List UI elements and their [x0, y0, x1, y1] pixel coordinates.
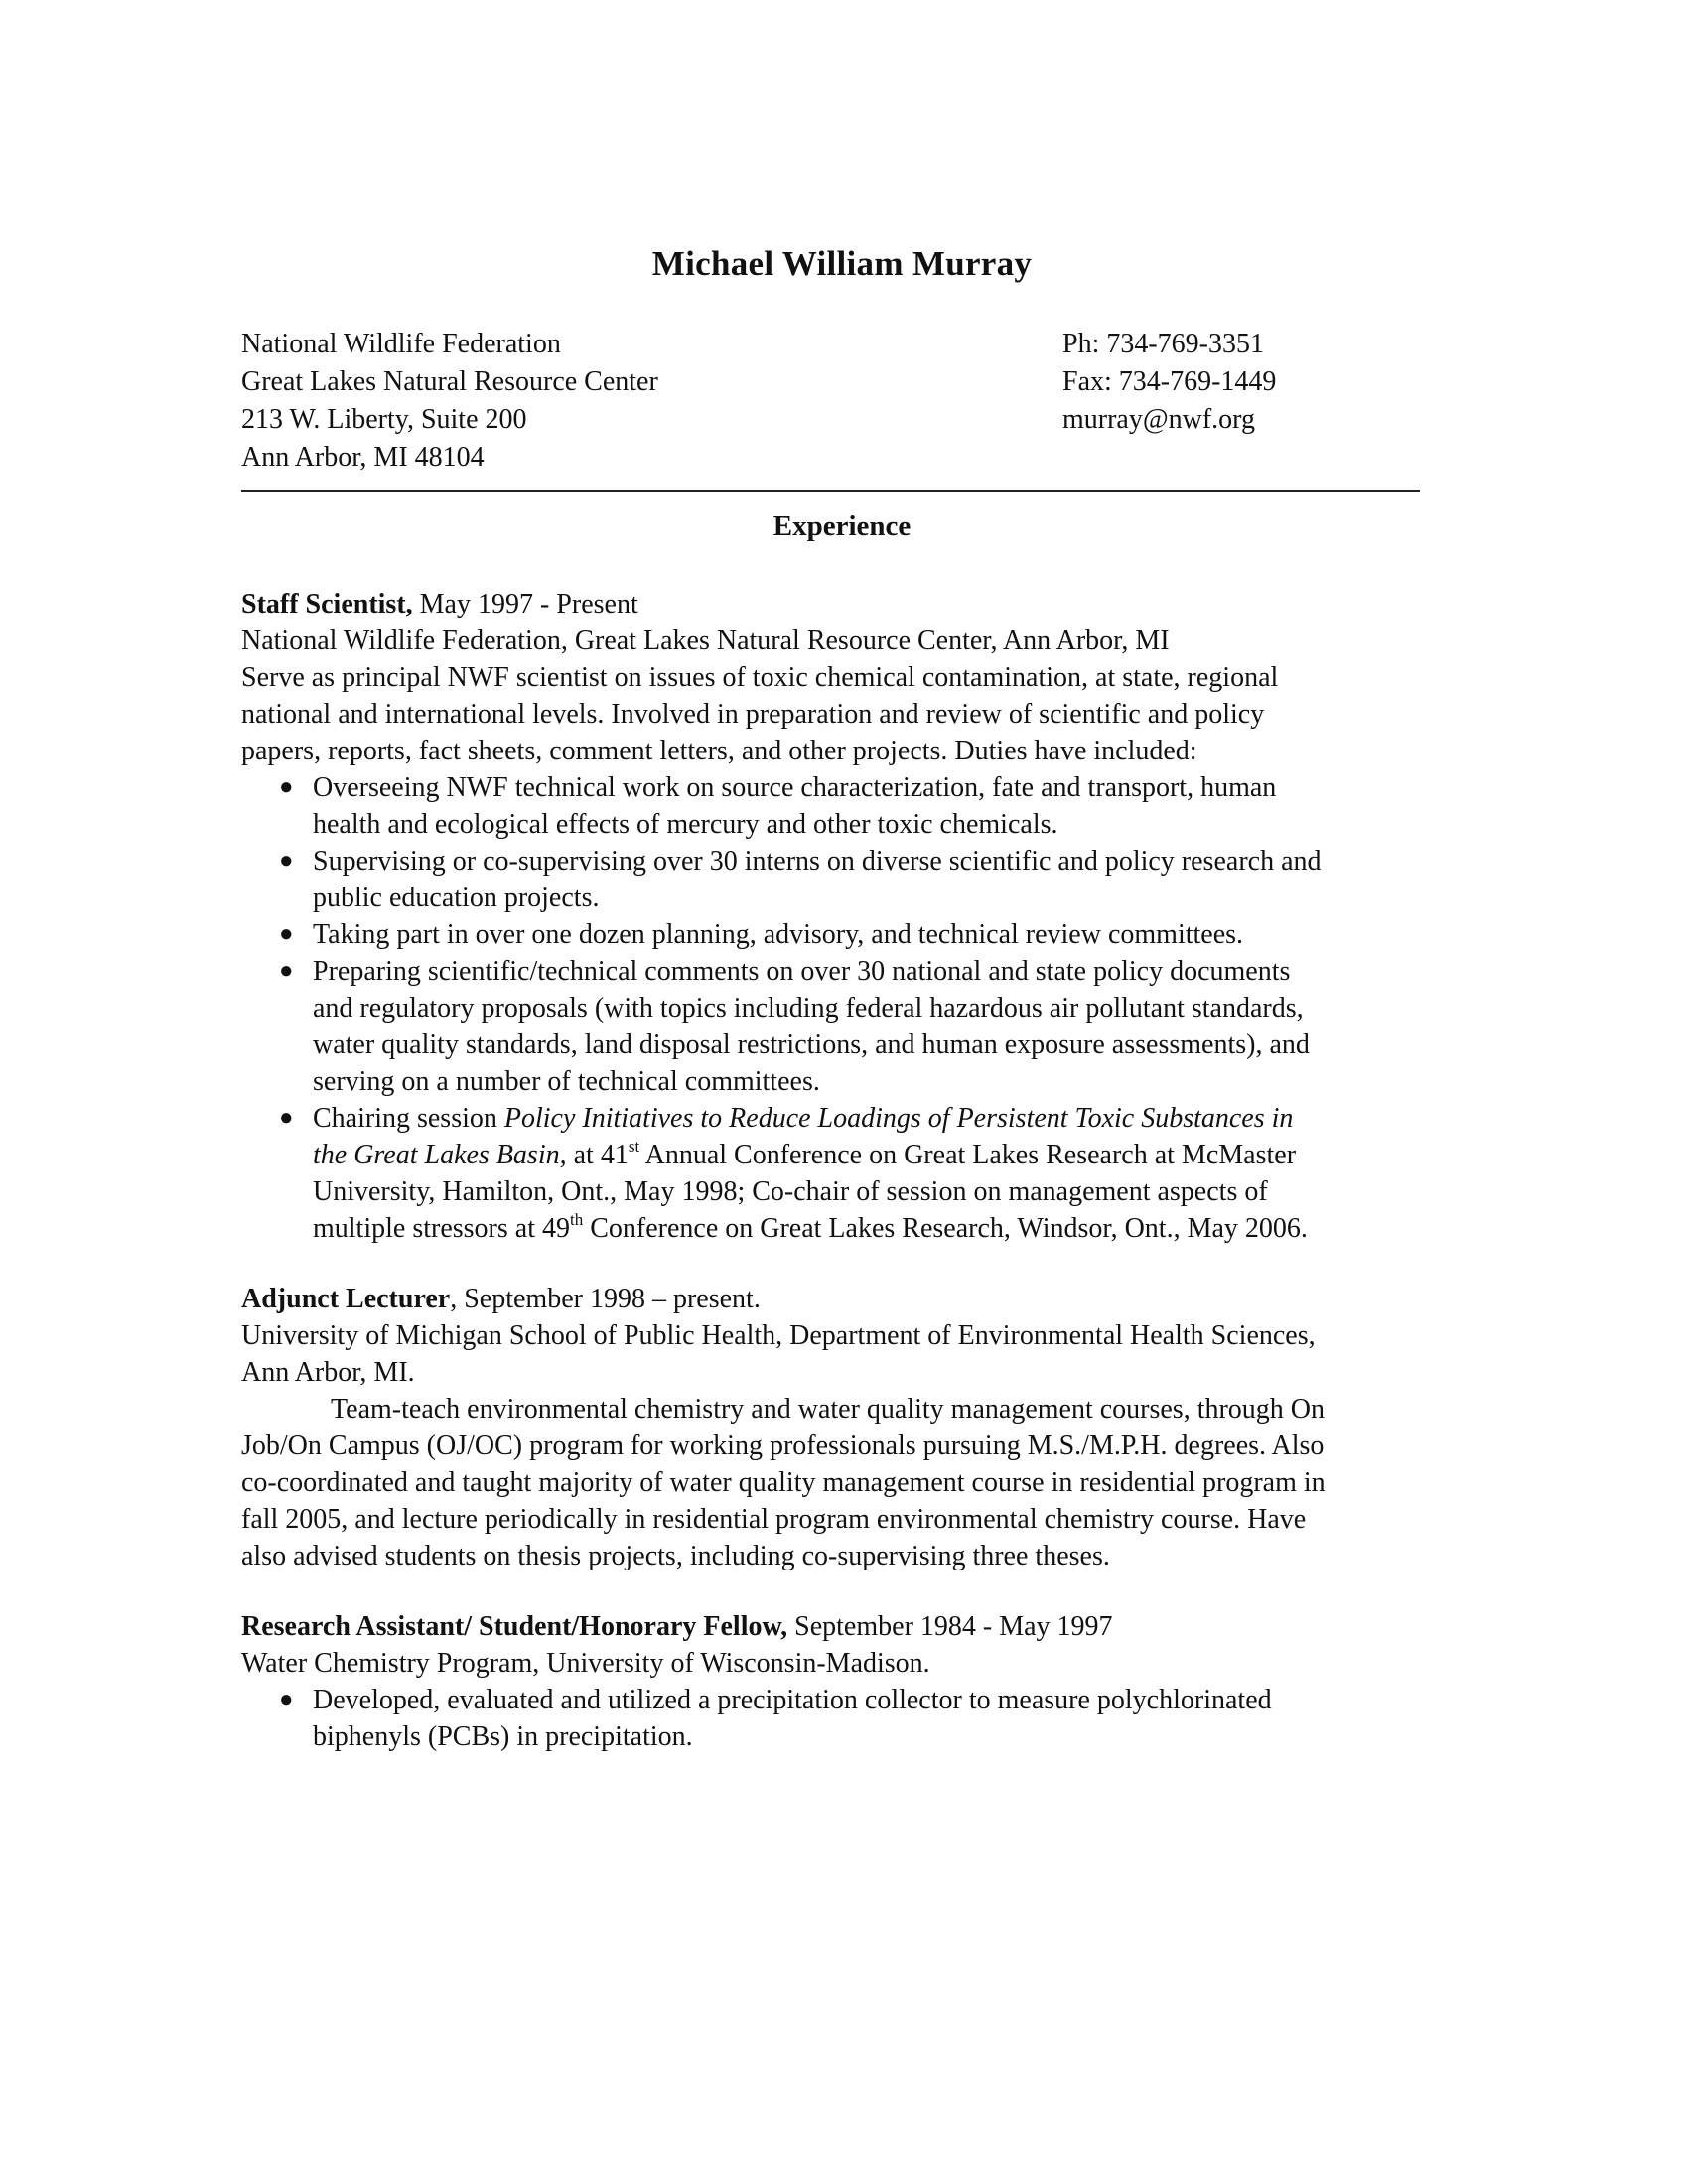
contact-phone-block [1062, 326, 1276, 439]
ordinal-superscript: th [569, 1209, 584, 1229]
fax-number: Fax: 734-769-1449 [1062, 366, 1277, 397]
list-item-line: University, Hamilton, Ont., May 1998; Co-chair of session on management aspects of [313, 1176, 1268, 1207]
list-item-line: biphenyls (PCBs) in precipitation. [313, 1721, 693, 1752]
bullet-icon: ● [279, 1105, 294, 1131]
job-title: Research Assistant/ Student/Honorary Fellow, [241, 1611, 788, 1642]
bullet-icon: ● [279, 1687, 294, 1712]
job-title: Staff Scientist, [241, 589, 413, 619]
bullet-icon: ● [279, 921, 294, 947]
ordinal-superscript: st [628, 1136, 640, 1156]
job-dates: September 1984 - May 1997 [787, 1611, 1113, 1642]
address-line: Great Lakes Natural Resource Center [241, 366, 658, 397]
section-title-experience: Experience [772, 510, 912, 542]
job-description-line: Serve as principal NWF scientist on issues of toxic chemical contamination, at state, regional [241, 662, 1279, 693]
contact-address-block [241, 326, 658, 477]
job-heading [241, 586, 1423, 622]
job-title: Adjunct Lecturer [241, 1284, 451, 1314]
phone-number: Ph: 734-769-3351 [1062, 329, 1264, 359]
job-heading [241, 1281, 1423, 1317]
list-item-line: public education projects. [313, 883, 600, 913]
list-item [241, 916, 1423, 953]
job-staff-scientist [241, 586, 1423, 1247]
list-item-line: Preparing scientific/technical comments on over 30 national and state policy documents [313, 956, 1291, 987]
session-title-italic: Policy Initiatives to Reduce Loadings of Persistent Toxic Substances in [503, 1103, 1294, 1134]
bullet-icon: ● [279, 958, 294, 984]
chair-lead-text: Chairing session [313, 1103, 504, 1134]
list-item [241, 843, 1423, 916]
job-description-line: also advised students on thesis projects, including co-supervising three theses. [241, 1541, 1110, 1571]
list-item-line [313, 1210, 1423, 1247]
job-organization: University of Michigan School of Public Health, Department of Environmental Health Sciences, [241, 1320, 1316, 1351]
list-item-line: Taking part in over one dozen planning, advisory, and technical review committees. [313, 919, 1244, 950]
job-organization: National Wildlife Federation, Great Lakes Natural Resource Center, Ann Arbor, MI [241, 625, 1170, 656]
job-organization: Water Chemistry Program, University of Wisconsin-Madison. [241, 1648, 930, 1679]
list-item-line: and regulatory proposals (with topics including federal hazardous air pollutant standards, [313, 993, 1304, 1024]
list-item-chairing [241, 1100, 1423, 1247]
session-title-italic: the Great Lakes Basin, [313, 1140, 567, 1170]
list-item-line [313, 1137, 1423, 1173]
list-item [241, 769, 1423, 843]
duties-list [241, 1682, 1423, 1755]
address-line: 213 W. Liberty, Suite 200 [241, 404, 527, 435]
email-address: murray@nwf.org [1062, 404, 1256, 435]
list-item-line: Overseeing NWF technical work on source characterization, fate and transport, human [313, 772, 1277, 803]
job-heading [241, 1608, 1423, 1645]
chair-text: Conference on Great Lakes Research, Windsor, Ont., May 2006. [583, 1213, 1308, 1244]
job-description-line: Job/On Campus (OJ/OC) program for working professionals pursuing M.S./M.P.H. degrees. Also [241, 1431, 1325, 1461]
duties-list [241, 769, 1423, 1247]
chair-text: at 41 [566, 1140, 629, 1170]
list-item-line: Developed, evaluated and utilized a precipitation collector to measure polychlorinated [313, 1685, 1272, 1715]
address-line: National Wildlife Federation [241, 329, 561, 359]
list-item-line: serving on a number of technical committees. [313, 1066, 820, 1097]
job-description-line: fall 2005, and lecture periodically in residential program environmental chemistry course. Have [241, 1504, 1307, 1535]
list-item-line: water quality standards, land disposal restrictions, and human exposure assessments), and [313, 1029, 1310, 1060]
list-item [241, 1682, 1423, 1755]
chair-text: multiple stressors at 49 [313, 1213, 570, 1244]
list-item [241, 953, 1423, 1100]
job-dates: , September 1998 – present. [450, 1284, 761, 1314]
job-dates: May 1997 - Present [412, 589, 638, 619]
job-description-line: national and international levels. Involved in preparation and review of scientific and policy [241, 699, 1265, 730]
job-description-line: Team-teach environmental chemistry and water quality management courses, through On [331, 1394, 1326, 1425]
list-item-line: Supervising or co-supervising over 30 interns on diverse scientific and policy research and [313, 846, 1322, 877]
list-item-line: health and ecological effects of mercury and other toxic chemicals. [313, 809, 1058, 840]
header-divider [241, 490, 1420, 492]
bullet-icon: ● [279, 774, 294, 800]
job-description-line: papers, reports, fact sheets, comment letters, and other projects. Duties have included: [241, 736, 1197, 766]
resume-name: Michael William Murray [651, 244, 1033, 283]
bullet-icon: ● [279, 848, 294, 874]
job-description-line: co-coordinated and taught majority of water quality management course in residential program in [241, 1467, 1326, 1498]
experience-section [241, 586, 1423, 1789]
job-adjunct-lecturer [241, 1281, 1423, 1574]
chair-text: Annual Conference on Great Lakes Research at McMaster [639, 1140, 1297, 1170]
job-research-assistant [241, 1608, 1423, 1755]
address-line: Ann Arbor, MI 48104 [241, 442, 485, 473]
list-item-line [313, 1100, 1423, 1137]
job-organization: Ann Arbor, MI. [241, 1357, 415, 1388]
